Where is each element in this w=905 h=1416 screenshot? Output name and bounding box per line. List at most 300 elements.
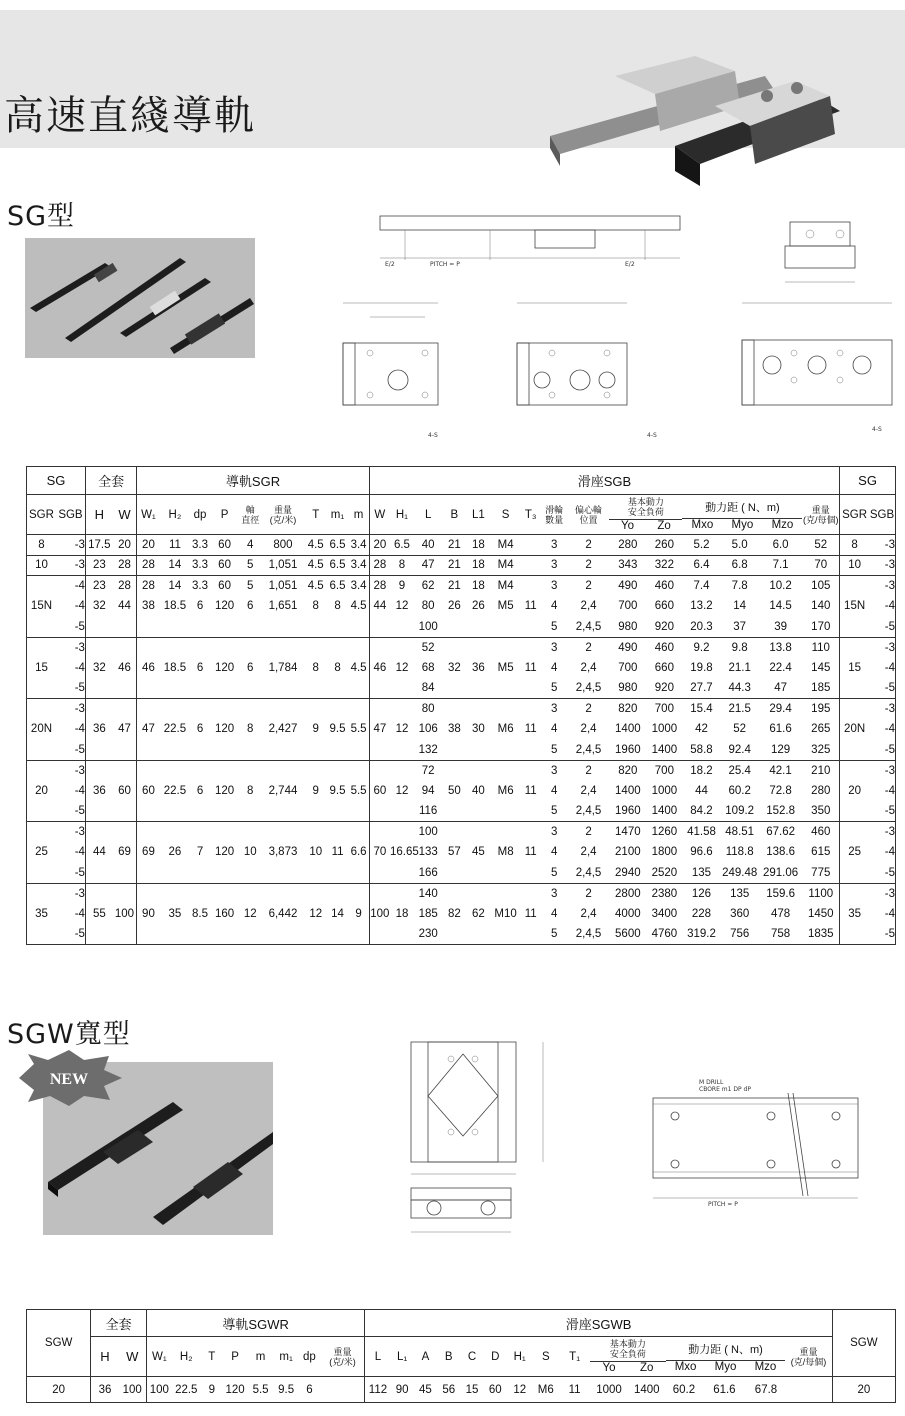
- table-cell: 6.6: [350, 846, 367, 859]
- table-cell: 920: [654, 620, 674, 633]
- table-cell: [113, 801, 137, 822]
- table-cell: [390, 678, 414, 699]
- table-cell: [327, 822, 349, 843]
- table-cell: 19.8: [690, 661, 713, 674]
- table-cell: [113, 822, 137, 843]
- table-cell: 15: [465, 1383, 479, 1396]
- table-cell: [442, 801, 466, 822]
- header-slider: 滑座SGB: [369, 467, 839, 495]
- table-cell: 100: [122, 1383, 142, 1396]
- table-cell: [305, 740, 327, 761]
- sgw-slider-plan-drawing: [383, 1024, 548, 1199]
- table-cell: [239, 924, 261, 945]
- header-sgw-l1: L₁: [390, 1337, 413, 1377]
- table-cell: 6,442: [268, 907, 298, 920]
- table-cell: [85, 883, 112, 904]
- table-cell: [160, 617, 191, 638]
- table-cell: 60: [488, 1383, 502, 1396]
- table-cell: 135: [721, 883, 759, 904]
- table-cell: 40: [471, 784, 485, 797]
- table-cell: 100: [369, 904, 390, 925]
- table-cell: -3: [869, 555, 895, 576]
- table-cell: -4: [884, 846, 895, 859]
- table-cell: 35: [35, 907, 48, 920]
- header-sgw-zo: Zo: [640, 1362, 654, 1374]
- table-cell: 47: [118, 723, 131, 736]
- table-cell: [113, 617, 137, 638]
- table-cell: 46: [137, 658, 160, 679]
- table-cell: [521, 740, 541, 761]
- table-cell: 61.6: [713, 1383, 736, 1396]
- table-cell: [160, 801, 191, 822]
- table-cell: 2,4: [580, 846, 597, 859]
- table-cell: 8: [38, 538, 45, 551]
- header-sgw-rail-weight: 重量 (克/米): [321, 1337, 365, 1377]
- table-cell: [466, 617, 490, 638]
- table-cell: [466, 760, 490, 781]
- table-cell: -4: [884, 600, 895, 613]
- table-cell: -3: [56, 637, 85, 658]
- table-cell: 90: [137, 904, 160, 925]
- header-sgw-mzo: Mzo: [754, 1360, 777, 1373]
- table-cell: 3: [541, 699, 568, 720]
- table-cell: -4: [56, 576, 85, 597]
- table-cell: 280: [618, 538, 638, 551]
- table-cell: 1800: [651, 846, 678, 859]
- table-cell: 2,4: [580, 907, 597, 920]
- table-cell: [137, 883, 160, 904]
- table-cell: 2,4,5: [575, 805, 602, 817]
- table-cell: 140: [811, 600, 831, 613]
- table-cell: [785, 1377, 832, 1403]
- table-cell: 980: [618, 682, 638, 694]
- table-cell: 6.4: [682, 555, 720, 576]
- table-cell: [190, 740, 210, 761]
- table-cell: [137, 617, 160, 638]
- table-cell: M4: [490, 576, 521, 597]
- table-cell: 4: [550, 600, 558, 613]
- table-cell: -4: [74, 600, 85, 613]
- table-cell: 4.5: [350, 600, 367, 613]
- table-cell: 32: [85, 658, 112, 679]
- table-cell: [369, 678, 390, 699]
- header-sgw-slider: 滑座SGWB: [365, 1310, 832, 1337]
- table-cell: 1000: [651, 723, 678, 736]
- table-cell: 16.65: [389, 846, 419, 859]
- table-cell: 12: [395, 723, 409, 736]
- header-l: L: [414, 495, 442, 535]
- table-cell: [305, 883, 327, 904]
- sgw-slider-front-drawing: [406, 1180, 536, 1240]
- table-cell: 4: [550, 846, 558, 859]
- table-cell: 10.2: [759, 576, 803, 597]
- header-sgw: SGW: [27, 1310, 91, 1377]
- table-cell: 46: [118, 661, 131, 674]
- table-cell: 96.6: [690, 846, 713, 859]
- table-cell: 22.5: [163, 784, 187, 797]
- table-cell: 45: [419, 1383, 432, 1396]
- linear-guide-product-photo: [545, 36, 845, 206]
- table-cell: 11: [524, 723, 537, 736]
- table-row: [27, 535, 896, 556]
- table-cell: 7.4: [682, 576, 720, 597]
- table-cell: 291.06: [763, 866, 799, 879]
- table-cell: 2,744: [268, 784, 298, 797]
- table-cell: 195: [802, 699, 839, 720]
- table-cell: [369, 617, 390, 638]
- table-cell: 3.4: [348, 576, 369, 597]
- table-cell: 4.5: [307, 538, 324, 551]
- table-cell: 9: [312, 723, 319, 736]
- table-row: [27, 924, 896, 945]
- header-b: B: [442, 495, 466, 535]
- table-cell: [261, 801, 305, 822]
- table-cell: 9: [355, 907, 362, 920]
- table-cell: 6.5: [393, 538, 410, 551]
- table-cell: 185: [811, 682, 831, 694]
- table-cell: [190, 801, 210, 822]
- table-row: [27, 699, 896, 720]
- table-cell: -5: [884, 743, 895, 756]
- header-h1: H₁: [390, 495, 414, 535]
- table-cell: [348, 924, 369, 945]
- table-cell: 58.8: [690, 743, 713, 756]
- table-cell: [27, 760, 56, 781]
- table-cell: -5: [74, 805, 85, 817]
- table-cell: [521, 699, 541, 720]
- table-cell: [190, 883, 210, 904]
- table-cell: 2,4: [580, 723, 597, 736]
- table-cell: 28: [369, 576, 390, 597]
- table-cell: 1,651: [268, 600, 298, 613]
- table-cell: [210, 801, 239, 822]
- table-cell: 980: [618, 620, 638, 633]
- table-cell: 460: [802, 822, 839, 843]
- table-cell: [210, 924, 239, 945]
- table-cell: 80: [421, 600, 435, 613]
- table-cell: 84: [421, 682, 435, 694]
- table-cell: [85, 678, 112, 699]
- table-cell: 35: [840, 904, 869, 925]
- header-roller-count: 滑輪 數量: [541, 495, 568, 535]
- table-row: [27, 822, 896, 843]
- table-cell: [85, 822, 112, 843]
- table-cell: [239, 760, 261, 781]
- table-cell: 120: [214, 723, 235, 736]
- table-cell: [840, 699, 869, 720]
- table-cell: [369, 883, 390, 904]
- table-cell: 2,4,5: [575, 928, 602, 940]
- table-cell: 60: [210, 555, 239, 576]
- table-cell: 42: [695, 723, 708, 736]
- table-row: [27, 760, 896, 781]
- table-cell: 47: [137, 719, 160, 740]
- table-cell: 48.51: [721, 822, 759, 843]
- table-cell: 2,4,5: [575, 620, 602, 633]
- table-cell: 15: [840, 658, 869, 679]
- table-cell: 3: [550, 538, 558, 551]
- table-cell: 1000: [651, 784, 678, 797]
- table-cell: 37: [733, 620, 747, 633]
- table-cell: [840, 678, 869, 699]
- header-sgw-yo: Yo: [602, 1362, 616, 1374]
- table-cell: 4760: [651, 928, 678, 940]
- header-sgw-p: P: [223, 1337, 247, 1377]
- table-cell: [160, 883, 191, 904]
- table-cell: 32: [447, 661, 461, 674]
- table-cell: 9.5: [278, 1383, 295, 1396]
- header-sg-right: SG: [840, 467, 896, 495]
- table-cell: 2940: [615, 866, 641, 879]
- table-cell: [348, 863, 369, 884]
- header-sgw-mxo: Mxo: [674, 1360, 697, 1373]
- table-cell: [490, 924, 521, 945]
- table-cell: 110: [802, 637, 839, 658]
- header-mxo: Mxo: [691, 518, 714, 531]
- table-cell: 7.8: [721, 576, 759, 597]
- table-cell: [239, 740, 261, 761]
- table-cell: [27, 576, 56, 597]
- table-cell: [369, 863, 390, 884]
- table-cell: 92.4: [728, 743, 751, 756]
- header-s: S: [490, 495, 521, 535]
- table-cell: 94: [421, 784, 435, 797]
- table-cell: -3: [56, 883, 85, 904]
- table-cell: 47: [414, 555, 442, 576]
- table-cell: 478: [771, 907, 791, 920]
- header-sgw-d: D: [484, 1337, 507, 1377]
- table-cell: 6: [196, 661, 204, 674]
- header-sgw-h1: H₁: [507, 1337, 533, 1377]
- table-cell: 1470: [609, 822, 646, 843]
- table-row: [27, 719, 896, 740]
- table-cell: 21: [442, 576, 466, 597]
- header-mzo: Mzo: [771, 518, 794, 531]
- table-cell: [840, 924, 869, 945]
- table-cell: [348, 617, 369, 638]
- table-cell: 41.58: [682, 822, 720, 843]
- table-cell: 1960: [615, 743, 641, 756]
- table-cell: 6: [196, 784, 204, 797]
- table-cell: -5: [884, 928, 895, 940]
- table-cell: [261, 617, 305, 638]
- table-cell: [261, 822, 305, 843]
- table-cell: [442, 637, 466, 658]
- table-cell: [160, 822, 191, 843]
- table-cell: [190, 760, 210, 781]
- table-cell: 82: [447, 907, 461, 920]
- table-cell: 8: [840, 535, 869, 556]
- table-cell: 21.1: [728, 661, 751, 674]
- header-sgr: SGR: [27, 495, 56, 535]
- table-cell: 52: [414, 637, 442, 658]
- table-cell: 100: [114, 907, 135, 920]
- table-cell: [261, 924, 305, 945]
- header-moment: 動力距 ( N、m): [682, 499, 802, 519]
- table-cell: 32: [85, 596, 112, 617]
- table-cell: [490, 822, 521, 843]
- table-cell: 20: [118, 538, 131, 551]
- table-cell: [137, 740, 160, 761]
- table-cell: 135: [691, 866, 712, 879]
- sg-spec-table: [26, 466, 896, 945]
- table-cell: 118.8: [725, 846, 754, 859]
- table-cell: [137, 678, 160, 699]
- sg-slider-plan-drawing-3: [305, 295, 455, 440]
- table-cell: 23: [85, 555, 112, 576]
- table-cell: [327, 678, 349, 699]
- header-sgw-b: B: [437, 1337, 460, 1377]
- table-cell: 920: [654, 682, 674, 694]
- table-cell: 29.4: [759, 699, 803, 720]
- table-cell: -3: [869, 637, 895, 658]
- table-cell: [466, 863, 490, 884]
- table-cell: 100: [418, 620, 438, 633]
- table-cell: [160, 678, 191, 699]
- header-t: T: [305, 495, 327, 535]
- table-cell: 8: [334, 661, 341, 674]
- table-cell: 138.6: [766, 846, 795, 859]
- table-cell: -4: [74, 846, 85, 859]
- table-cell: [113, 740, 137, 761]
- table-cell: 3,873: [268, 846, 298, 859]
- table-cell: [190, 822, 210, 843]
- table-cell: 166: [418, 866, 438, 879]
- header-sgw-w: W: [119, 1337, 147, 1377]
- table-cell: 70: [369, 842, 390, 863]
- table-cell: [85, 863, 112, 884]
- table-cell: [369, 801, 390, 822]
- table-row: [27, 1377, 896, 1403]
- table-cell: -5: [74, 743, 85, 756]
- table-cell: 2,4: [580, 661, 597, 674]
- table-cell: [390, 617, 414, 638]
- table-cell: -5: [74, 866, 85, 879]
- table-cell: [348, 699, 369, 720]
- drawing-label-cbore: CBORE m1 DP dP: [699, 1086, 751, 1093]
- table-cell: [305, 699, 327, 720]
- table-cell: 72: [414, 760, 442, 781]
- table-cell: [390, 822, 414, 843]
- table-cell: 322: [646, 555, 682, 576]
- table-cell: [327, 883, 349, 904]
- table-cell: 28: [137, 555, 160, 576]
- table-cell: -5: [884, 620, 895, 633]
- table-cell: 343: [609, 555, 646, 576]
- table-cell: 159.6: [759, 883, 803, 904]
- sg-slider-plan-drawing-4: [482, 295, 662, 440]
- section-title-sg: SG型: [7, 201, 76, 232]
- header-sgw-l: L: [365, 1337, 391, 1377]
- table-cell: 11: [524, 907, 537, 920]
- table-cell: 84.2: [690, 805, 713, 817]
- section-title-sgw: SGW寬型: [7, 1019, 131, 1050]
- table-cell: 6.5: [327, 576, 349, 597]
- header-m: m: [348, 495, 369, 535]
- table-cell: 700: [646, 699, 682, 720]
- header-sgw-h2: H₂: [172, 1337, 201, 1377]
- table-cell: 2: [585, 538, 592, 551]
- table-cell: -5: [884, 805, 895, 817]
- table-cell: M10: [494, 907, 517, 920]
- table-cell: 6.8: [721, 555, 759, 576]
- table-cell: 8: [390, 555, 414, 576]
- table-cell: 40: [421, 538, 435, 551]
- table-cell: 18.2: [682, 760, 720, 781]
- table-row: [27, 678, 896, 699]
- table-cell: [442, 678, 466, 699]
- table-cell: [27, 863, 56, 884]
- table-cell: 18: [466, 555, 490, 576]
- table-cell: 820: [609, 760, 646, 781]
- table-cell: [521, 883, 541, 904]
- table-cell: [369, 740, 390, 761]
- table-cell: 1400: [633, 1383, 660, 1396]
- table-cell: [521, 678, 541, 699]
- table-cell: 14: [733, 600, 747, 613]
- table-cell: 660: [654, 661, 674, 674]
- table-cell: 3: [541, 555, 568, 576]
- table-cell: [137, 801, 160, 822]
- table-cell: 112: [365, 1377, 391, 1403]
- drawing-label-pitch-sgw: PITCH = P: [708, 1201, 738, 1208]
- table-cell: [348, 637, 369, 658]
- table-cell: 105: [802, 576, 839, 597]
- table-cell: 1,784: [268, 661, 298, 674]
- table-cell: 18.5: [163, 600, 187, 613]
- table-cell: M6: [497, 784, 514, 797]
- table-cell: [521, 924, 541, 945]
- table-cell: 106: [418, 723, 438, 736]
- table-row: [27, 781, 896, 802]
- table-cell: [85, 699, 112, 720]
- table-cell: 249.48: [722, 866, 758, 879]
- table-cell: 21: [447, 538, 461, 551]
- table-cell: 700: [618, 600, 638, 613]
- header-sgb-right: SGB: [869, 495, 895, 535]
- table-cell: 5.0: [731, 538, 748, 551]
- table-cell: [27, 822, 56, 843]
- table-cell: [490, 740, 521, 761]
- table-cell: 25: [840, 842, 869, 863]
- table-cell: 109.2: [725, 805, 755, 817]
- table-cell: 120: [214, 600, 235, 613]
- table-cell: 11: [568, 1383, 581, 1396]
- table-cell: -5: [884, 866, 895, 879]
- table-cell: 5.5: [252, 1383, 269, 1396]
- table-cell: 4: [550, 907, 558, 920]
- table-cell: [160, 699, 191, 720]
- table-cell: [85, 617, 112, 638]
- header-sgw-set: 全套: [91, 1310, 146, 1337]
- sg-product-photo: [25, 238, 255, 358]
- table-cell: 20N: [30, 723, 53, 736]
- table-cell: [305, 924, 327, 945]
- table-cell: 7: [196, 846, 204, 859]
- table-cell: 820: [609, 699, 646, 720]
- table-cell: [327, 924, 349, 945]
- table-cell: 60.2: [728, 784, 751, 797]
- table-cell: 120: [225, 1383, 245, 1396]
- header-sgw-t: T: [201, 1337, 223, 1377]
- header-sgw-rail: 導軌SGWR: [146, 1310, 365, 1337]
- table-cell: [840, 740, 869, 761]
- table-cell: 5.5: [350, 723, 367, 736]
- table-cell: [442, 740, 466, 761]
- table-cell: 12: [395, 600, 409, 613]
- table-cell: -5: [74, 682, 85, 694]
- table-cell: [321, 1377, 365, 1403]
